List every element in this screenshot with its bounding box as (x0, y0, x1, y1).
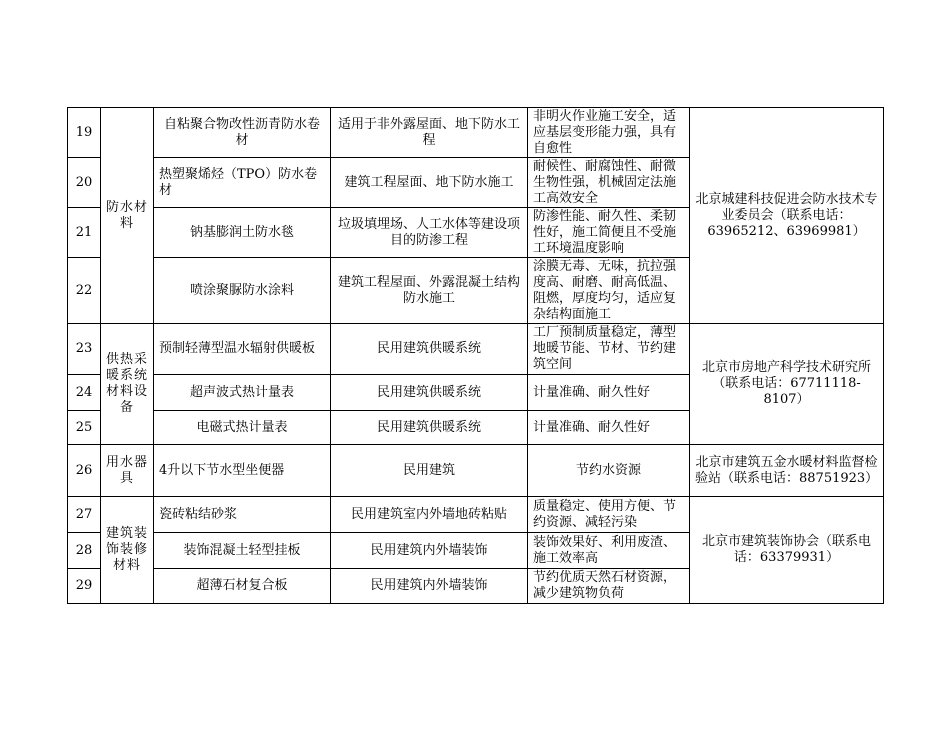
application-scope: 民用建筑供暖系统 (331, 411, 528, 445)
product-features: 节约优质天然石材资源，减少建筑物负荷 (528, 569, 690, 604)
product-features: 非明火作业施工安全，适应基层变形能力强，具有自愈性 (528, 108, 690, 158)
product-name: 热塑聚烯烃（TPO）防水卷材 (154, 158, 331, 208)
row-number: 28 (68, 533, 101, 569)
product-table (67, 107, 884, 604)
table-row (68, 324, 884, 375)
product-features: 防渗性能、耐久性、柔韧性好，施工简便且不受施工环境温度影响 (528, 208, 690, 258)
application-scope: 民用建筑供暖系统 (331, 375, 528, 411)
row-number: 24 (68, 375, 101, 411)
row-number: 19 (68, 108, 101, 158)
table-row (68, 445, 884, 497)
recommending-unit: 北京市房地产科学技术研究所（联系电话：67711118-8107） (690, 324, 884, 445)
category-cell: 供热采暖系统材料设备 (101, 324, 154, 445)
row-number: 29 (68, 569, 101, 604)
recommending-unit: 北京市建筑装饰协会（联系电话：63379931） (690, 497, 884, 604)
category-cell: 防水材料 (101, 108, 154, 324)
application-scope: 民用建筑 (331, 445, 528, 497)
table-row (68, 497, 884, 533)
product-name: 电磁式热计量表 (154, 411, 331, 445)
application-scope: 民用建筑供暖系统 (331, 324, 528, 375)
row-number: 27 (68, 497, 101, 533)
product-features: 质量稳定、使用方便、节约资源、减轻污染 (528, 497, 690, 533)
application-scope: 建筑工程屋面、外露混凝土结构防水施工 (331, 258, 528, 324)
application-scope: 民用建筑内外墙装饰 (331, 569, 528, 604)
application-scope: 民用建筑室内外墙地砖粘贴 (331, 497, 528, 533)
row-number: 20 (68, 158, 101, 208)
product-name: 装饰混凝土轻型挂板 (154, 533, 331, 569)
row-number: 23 (68, 324, 101, 375)
product-features: 节约水资源 (528, 445, 690, 497)
product-features: 工厂预制质量稳定，薄型地暖节能、节材、节约建筑空间 (528, 324, 690, 375)
table-row (68, 108, 884, 158)
product-name: 4升以下节水型坐便器 (154, 445, 331, 497)
category-cell: 用水器具 (101, 445, 154, 497)
product-name: 预制轻薄型温水辐射供暖板 (154, 324, 331, 375)
application-scope: 民用建筑内外墙装饰 (331, 533, 528, 569)
product-features: 计量准确、耐久性好 (528, 375, 690, 411)
row-number: 21 (68, 208, 101, 258)
product-features: 装饰效果好、利用废渣、施工效率高 (528, 533, 690, 569)
application-scope: 建筑工程屋面、地下防水施工 (331, 158, 528, 208)
product-name: 自粘聚合物改性沥青防水卷材 (154, 108, 331, 158)
product-name: 超声波式热计量表 (154, 375, 331, 411)
category-cell: 建筑装饰装修材料 (101, 497, 154, 604)
recommending-unit: 北京市建筑五金水暖材料监督检验站（联系电话：88751923） (690, 445, 884, 497)
product-name: 喷涂聚脲防水涂料 (154, 258, 331, 324)
product-features: 涂膜无毒、无味，抗拉强度高、耐磨、耐高低温、阻燃，厚度均匀，适应复杂结构面施工 (528, 258, 690, 324)
product-name: 超薄石材复合板 (154, 569, 331, 604)
row-number: 22 (68, 258, 101, 324)
application-scope: 适用于非外露屋面、地下防水工程 (331, 108, 528, 158)
recommending-unit: 北京城建科技促进会防水技术专业委员会（联系电话：63965212、63969981） (690, 108, 884, 324)
product-features: 耐候性、耐腐蚀性、耐微生物性强，机械固定法施工高效安全 (528, 158, 690, 208)
product-name: 瓷砖粘结砂浆 (154, 497, 331, 533)
product-features: 计量准确、耐久性好 (528, 411, 690, 445)
row-number: 25 (68, 411, 101, 445)
row-number: 26 (68, 445, 101, 497)
product-name: 钠基膨润土防水毯 (154, 208, 331, 258)
application-scope: 垃圾填埋场、人工水体等建设项目的防渗工程 (331, 208, 528, 258)
